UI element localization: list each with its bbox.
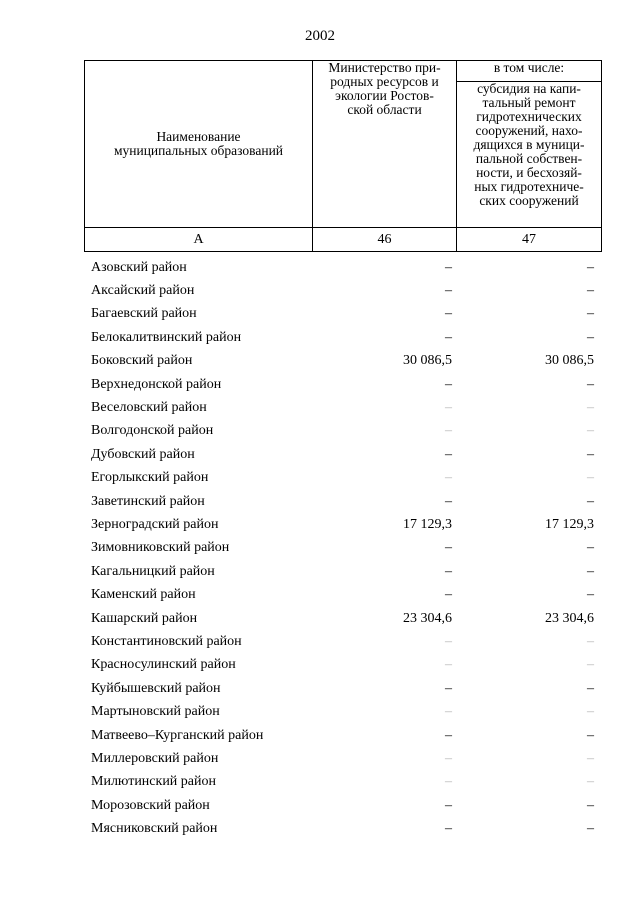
table-row xyxy=(84,396,601,419)
ministry-value: – xyxy=(444,727,452,743)
municipality-name: Красносулинский район xyxy=(91,657,236,673)
subsidy-value: – xyxy=(587,797,595,813)
table-row xyxy=(84,583,601,606)
table-row xyxy=(84,771,601,794)
ministry-value: – xyxy=(444,540,452,556)
ministry-value: 17 129,3 xyxy=(402,516,452,532)
ministry-value: – xyxy=(444,423,452,439)
municipality-name: Багаевский район xyxy=(91,306,197,322)
municipality-name: Зерноградский район xyxy=(91,516,219,532)
subsidy-value: 17 129,3 xyxy=(545,516,595,532)
subsidy-value: 23 304,6 xyxy=(545,610,595,626)
ministry-value: – xyxy=(444,259,452,275)
subsidy-value: – xyxy=(587,446,595,462)
ministry-value: – xyxy=(444,704,452,720)
table-row xyxy=(84,724,601,747)
ministry-value: – xyxy=(444,446,452,462)
ministry-value: – xyxy=(444,633,452,649)
municipality-name: Боковский район xyxy=(91,353,193,369)
subsidy-value: – xyxy=(587,750,595,766)
table-row xyxy=(84,537,601,560)
ministry-value: – xyxy=(444,587,452,603)
subsidy-value: – xyxy=(587,540,595,556)
table-row xyxy=(84,373,601,396)
table-row xyxy=(84,817,601,840)
table-row xyxy=(84,794,601,817)
municipality-name: Веселовский район xyxy=(91,400,207,416)
ministry-value: 30 086,5 xyxy=(402,353,452,369)
municipality-name: Морозовский район xyxy=(91,797,210,813)
subsidy-value: – xyxy=(587,400,595,416)
municipality-name: Кагальницкий район xyxy=(91,563,215,579)
municipality-name: Дубовский район xyxy=(91,446,195,462)
table-row xyxy=(84,513,601,536)
municipality-name: Аксайский район xyxy=(91,283,195,299)
table-row xyxy=(84,677,601,700)
table-row xyxy=(84,350,601,373)
municipality-name: Мясниковский район xyxy=(91,821,218,837)
table-row xyxy=(84,747,601,770)
municipality-name: Белокалитвинский район xyxy=(91,329,242,345)
subsidy-value: – xyxy=(587,470,595,486)
header-subsidy-text: субсидия на капи- тальный ремонт гидротехнических сооружений, нахо- дящихся в муници- пальной собствен- ности, и бесхозяй- ных гидротехниче- ских сооружений xyxy=(473,81,585,208)
subsidy-value: – xyxy=(587,423,595,439)
municipality-name: Куйбышевский район xyxy=(91,680,221,696)
municipality-name: Азовский район xyxy=(91,259,187,275)
subsidy-value: 30 086,5 xyxy=(545,353,595,369)
table-row xyxy=(84,560,601,583)
municipality-name: Заветинский район xyxy=(91,493,205,509)
header-name-column xyxy=(85,61,313,228)
table-row xyxy=(84,256,601,279)
subsidy-value: – xyxy=(587,821,595,837)
table-row xyxy=(84,490,601,513)
ministry-value: – xyxy=(444,774,452,790)
column-label-47: 47 xyxy=(457,228,602,252)
municipality-name: Милютинский район xyxy=(91,774,217,790)
municipality-name: Миллеровский район xyxy=(91,750,219,766)
ministry-value: – xyxy=(444,470,452,486)
subsidy-value: – xyxy=(587,376,595,392)
column-label-a: А xyxy=(85,228,313,252)
municipality-name: Константиновский район xyxy=(91,633,242,649)
table-row xyxy=(84,467,601,490)
ministry-value: – xyxy=(444,563,452,579)
subsidy-value: – xyxy=(587,306,595,322)
table-header xyxy=(84,60,602,252)
ministry-value: – xyxy=(444,376,452,392)
column-label-46: 46 xyxy=(313,228,457,252)
table-row xyxy=(84,420,601,443)
subsidy-value: – xyxy=(587,493,595,509)
ministry-value: – xyxy=(444,283,452,299)
ministry-value: – xyxy=(444,657,452,673)
municipality-name: Матвеево–Курганский район xyxy=(91,727,264,743)
table-body xyxy=(84,256,601,841)
ministry-value: – xyxy=(444,797,452,813)
header-subsidy-column xyxy=(457,82,602,228)
table-row xyxy=(84,630,601,653)
ministry-value: 23 304,6 xyxy=(402,610,452,626)
ministry-value: – xyxy=(444,821,452,837)
table-row xyxy=(84,303,601,326)
municipality-name: Егорлыкский район xyxy=(91,470,209,486)
municipality-name: Верхнедонской район xyxy=(91,376,222,392)
ministry-value: – xyxy=(444,306,452,322)
municipality-name: Мартыновский район xyxy=(91,704,220,720)
subsidy-value: – xyxy=(587,563,595,579)
subsidy-value: – xyxy=(587,587,595,603)
ministry-value: – xyxy=(444,680,452,696)
subsidy-value: – xyxy=(587,727,595,743)
ministry-value: – xyxy=(444,493,452,509)
municipality-name: Зимовниковский район xyxy=(91,540,230,556)
subsidy-value: – xyxy=(587,774,595,790)
subsidy-value: – xyxy=(587,657,595,673)
subsidy-value: – xyxy=(587,329,595,345)
table-row xyxy=(84,443,601,466)
ministry-value: – xyxy=(444,329,452,345)
page-number: 2002 xyxy=(305,28,335,44)
header-ministry-column xyxy=(313,61,457,228)
subsidy-value: – xyxy=(587,704,595,720)
subsidy-value: – xyxy=(587,633,595,649)
header-ministry-text: Министерство при- родных ресурсов и экологии Ростов- ской области xyxy=(328,60,441,117)
table-row xyxy=(84,279,601,302)
header-name-text: Наименование муниципальных образований xyxy=(113,129,284,158)
subsidy-value: – xyxy=(587,259,595,275)
municipality-name: Каменский район xyxy=(91,587,196,603)
municipality-name: Волгодонской район xyxy=(91,423,214,439)
table-row xyxy=(84,700,601,723)
municipality-name: Кашарский район xyxy=(91,610,198,626)
header-including: в том числе: xyxy=(457,61,602,82)
ministry-value: – xyxy=(444,400,452,416)
subsidy-value: – xyxy=(587,680,595,696)
subsidy-value: – xyxy=(587,283,595,299)
ministry-value: – xyxy=(444,750,452,766)
table-row xyxy=(84,607,601,630)
table-row xyxy=(84,654,601,677)
table-row xyxy=(84,326,601,349)
